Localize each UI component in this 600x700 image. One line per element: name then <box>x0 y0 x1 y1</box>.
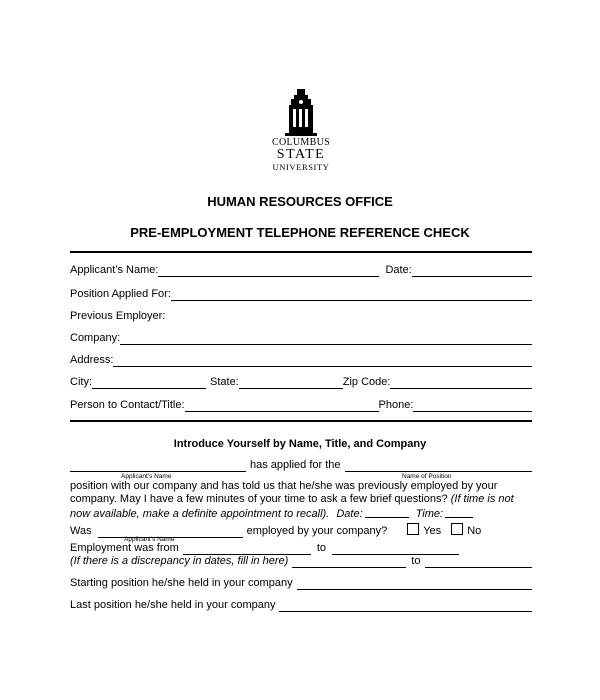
intro-text: position with our company and has told us that he/she was previously employed by your company. May I have a few minutes of your time to ask a few brief questions? <box>70 480 498 505</box>
yes-label: Yes <box>423 525 442 537</box>
applicant-name-field[interactable] <box>158 265 379 277</box>
starting-position-field[interactable] <box>297 578 532 590</box>
applicant-name-blank[interactable] <box>70 460 246 472</box>
recall-time-field[interactable] <box>445 506 473 518</box>
university-logo <box>262 88 340 180</box>
divider-middle <box>70 420 532 422</box>
state-field[interactable] <box>239 377 343 389</box>
company-label: Company: <box>70 332 121 344</box>
discrepancy-to-field[interactable] <box>425 556 532 568</box>
zip-field[interactable] <box>390 377 532 389</box>
position-applied-label: Position Applied For: <box>70 288 171 300</box>
logo-line-university: UNIVERSITY <box>272 162 330 172</box>
clock-tower-icon <box>282 88 320 136</box>
applied-row <box>70 459 532 472</box>
yes-option[interactable] <box>407 523 441 538</box>
employment-to-label: to <box>316 542 326 554</box>
company-field[interactable] <box>120 333 532 345</box>
phone-label: Phone: <box>378 399 414 411</box>
applicant-row <box>70 264 532 277</box>
employment-from-row <box>70 542 532 555</box>
state-label: State: <box>210 376 239 388</box>
city-field[interactable] <box>92 377 206 389</box>
employed-by-text: employed by your company? <box>246 525 388 537</box>
caption-applicant-name-2: Applicant’s Name <box>124 536 175 543</box>
recall-date-label: Date: <box>336 508 363 520</box>
intro-italic-text: (If time is not now available, make a definite appointment to recall). <box>70 493 514 520</box>
yes-checkbox[interactable] <box>407 523 419 535</box>
discrepancy-row <box>70 555 532 568</box>
employment-from-field[interactable] <box>183 543 311 555</box>
caption-position-name: Name of Position <box>402 473 452 480</box>
was-label: Was <box>70 525 92 537</box>
previous-employer-row <box>70 310 532 323</box>
logo-line-state: STATE <box>276 147 326 162</box>
employment-to-field[interactable] <box>332 543 459 555</box>
position-name-blank[interactable] <box>345 460 532 472</box>
position-row <box>70 288 532 301</box>
contact-row <box>70 399 532 412</box>
no-checkbox[interactable] <box>451 523 463 535</box>
discrepancy-label: (If there is a discrepancy in dates, fill in here) <box>70 555 289 567</box>
no-option[interactable] <box>451 523 481 538</box>
phone-field[interactable] <box>413 400 532 412</box>
form-title: PRE-EMPLOYMENT TELEPHONE REFERENCE CHECK <box>130 225 470 240</box>
previous-employer-label: Previous Employer: <box>70 310 166 322</box>
city-label: City: <box>70 376 92 388</box>
city-row <box>70 376 532 389</box>
introduce-heading: Introduce Yourself by Name, Title, and Company <box>173 438 427 450</box>
person-to-contact-field[interactable] <box>185 400 379 412</box>
applicant-name-label: Applicant’s Name: <box>70 264 159 276</box>
date-field[interactable] <box>412 265 532 277</box>
has-applied-text: has applied for the <box>250 459 341 471</box>
logo-line-columbus: COLUMBUS <box>272 137 330 148</box>
divider-top <box>70 251 532 253</box>
caption-applicant-name: Applicant’s Name <box>121 473 172 480</box>
discrepancy-to-label: to <box>411 555 421 567</box>
recall-time-label: Time: <box>415 508 444 520</box>
address-field[interactable] <box>113 355 532 367</box>
intro-paragraph <box>70 480 532 521</box>
office-heading: HUMAN RESOURCES OFFICE <box>207 194 393 209</box>
discrepancy-from-field[interactable] <box>292 556 406 568</box>
address-label: Address: <box>70 354 114 366</box>
no-label: No <box>467 525 482 537</box>
recall-date-field[interactable] <box>365 506 409 518</box>
employment-from-label: Employment was from <box>70 542 179 554</box>
position-applied-field[interactable] <box>171 289 532 301</box>
address-row <box>70 354 532 367</box>
last-position-label: Last position he/she held in your company <box>70 599 276 611</box>
last-position-field[interactable] <box>279 600 532 612</box>
person-to-contact-label: Person to Contact/Title: <box>70 399 185 411</box>
last-position-row <box>70 599 532 612</box>
date-label: Date: <box>385 264 412 276</box>
company-row <box>70 332 532 345</box>
starting-position-row <box>70 577 532 590</box>
zip-label: Zip Code: <box>342 376 391 388</box>
starting-position-label: Starting position he/she held in your company <box>70 577 293 589</box>
